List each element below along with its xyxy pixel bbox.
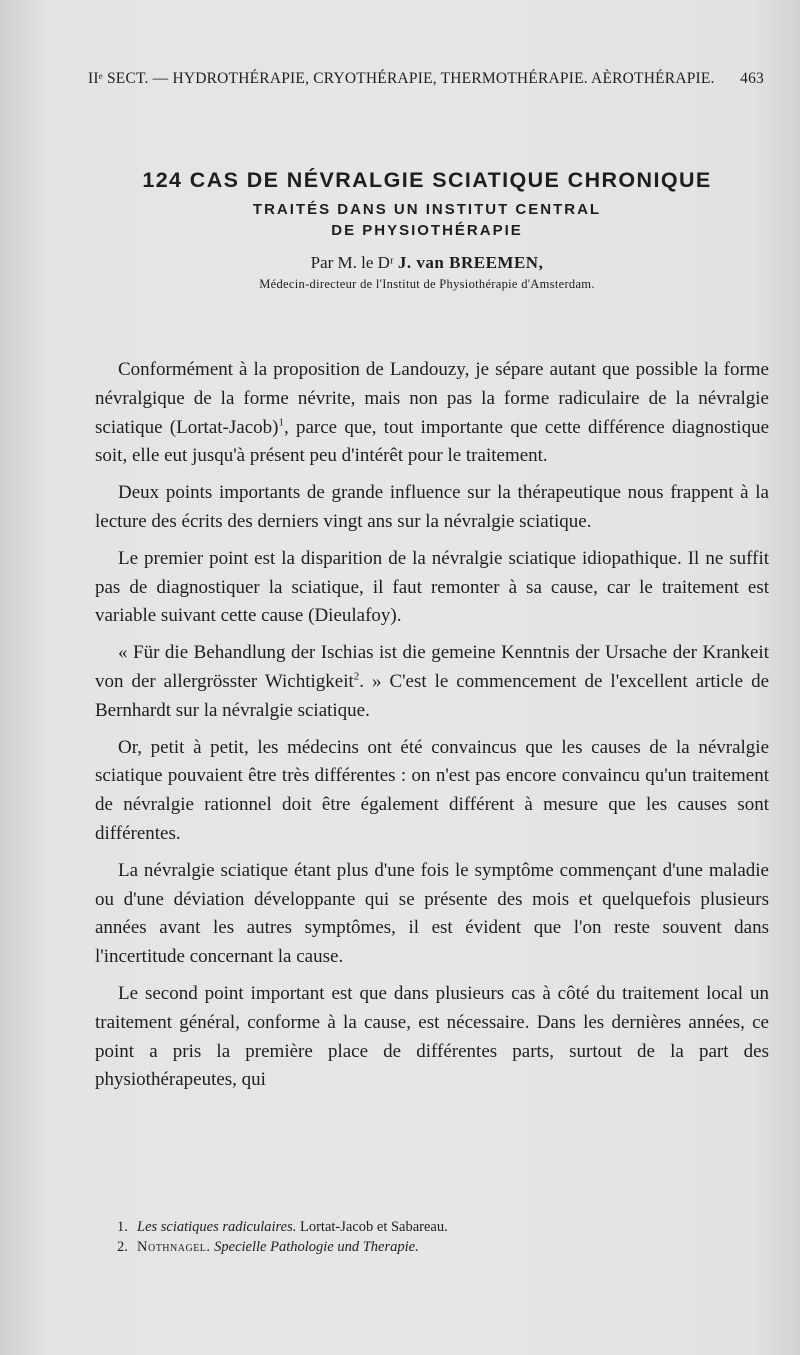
article-title: 124 CAS DE NÉVRALGIE SCIATIQUE CHRONIQUE [142,168,712,192]
footnote-ref: 2 [353,670,360,683]
footnote-ref: 1 [278,416,284,429]
author-name: J. van BREEMEN, [397,253,544,272]
paragraph: Le premier point est la disparition de la névralgie sciatique idiopathique. Il ne suffit pas de diagnostiquer la sciatique, il faut remonter à sa cause, car le traitement est variable suivant cette cause (Dieulafoy). [95,547,769,627]
footnote-2: 2. Nothnagel. Specielle Pathologie und Therapie. [117,1239,419,1255]
article-subtitle-line-1: TRAITÉS DANS UN INSTITUT CENTRAL [252,201,602,218]
paragraph: La névralgie sciatique étant plus d'une fois le symptôme commençant d'une maladie ou d'une déviation développante qui se présente des mois et quelquefois plusieurs années avant les autres symptômes, il est évident que l'on reste souvent dans l'incertitude concernant la cause. [95,859,769,968]
article-subtitle-line-2: DE PHYSIOTHÉRAPIE [331,222,523,239]
page-number: 463 [740,70,764,87]
byline [90,253,764,273]
paragraph: Le second point important est que dans plusieurs cas à côté du traitement local un traitement général, conforme à la cause, est nécessaire. Dans les dernières années, ce point a pris la première place de différentes parts, surtout de la part des physiothérapeutes, qui [95,982,769,1091]
section-heading: IIᵉ SECT. — HYDROTHÉRAPIE, CRYOTHÉRAPIE, THERMOTHÉRAPIE. AÈROTHÉRAPIE. [88,70,715,87]
article-body [95,356,769,1103]
running-head [88,70,764,88]
byline-prefix: Par M. le Dʳ [310,253,394,272]
footnotes [117,1217,757,1257]
author-affiliation: Médecin-directeur de l'Institut de Physiothérapie d'Amsterdam. [259,277,595,291]
paragraph: « Für die Behandlung der Ischias ist die gemeine Kenntnis der Ursache der Krankeit von der allergrösster Wichtigkeit$^2$. » C'est le commencement de l'excellent article de Bernhardt sur la névralgie sciatique. [95,642,770,721]
paragraph: Deux points importants de grande influence sur la thérapeutique nous frappent à la lecture des écrits des derniers vingt ans sur la névralgie sciatique. [95,482,769,532]
paragraph: Or, petit à petit, les médecins ont été convaincus que les causes de la névralgie sciatique pouvaient être très différentes : on n'est pas encore convaincu qu'un traitement de névralgie rationnel doit être également différent à mesure que les causes sont différentes. [95,736,769,844]
article-title-block [90,168,764,292]
paragraph: Conformément à la proposition de Landouzy, je sépare autant que possible la forme névralgique de la forme névrite, mais non pas la forme radiculaire de la névralgie sciatique (Lortat-Jacob)$^1$, parce que, tout importante que cette différence diagnostique soit, elle eut jusqu'à présent peu d'intérêt pour le traitement. [95,359,770,467]
footnote-1: 1. Les sciatiques radiculaires. Lortat-Jacob et Sabareau. [117,1219,448,1235]
